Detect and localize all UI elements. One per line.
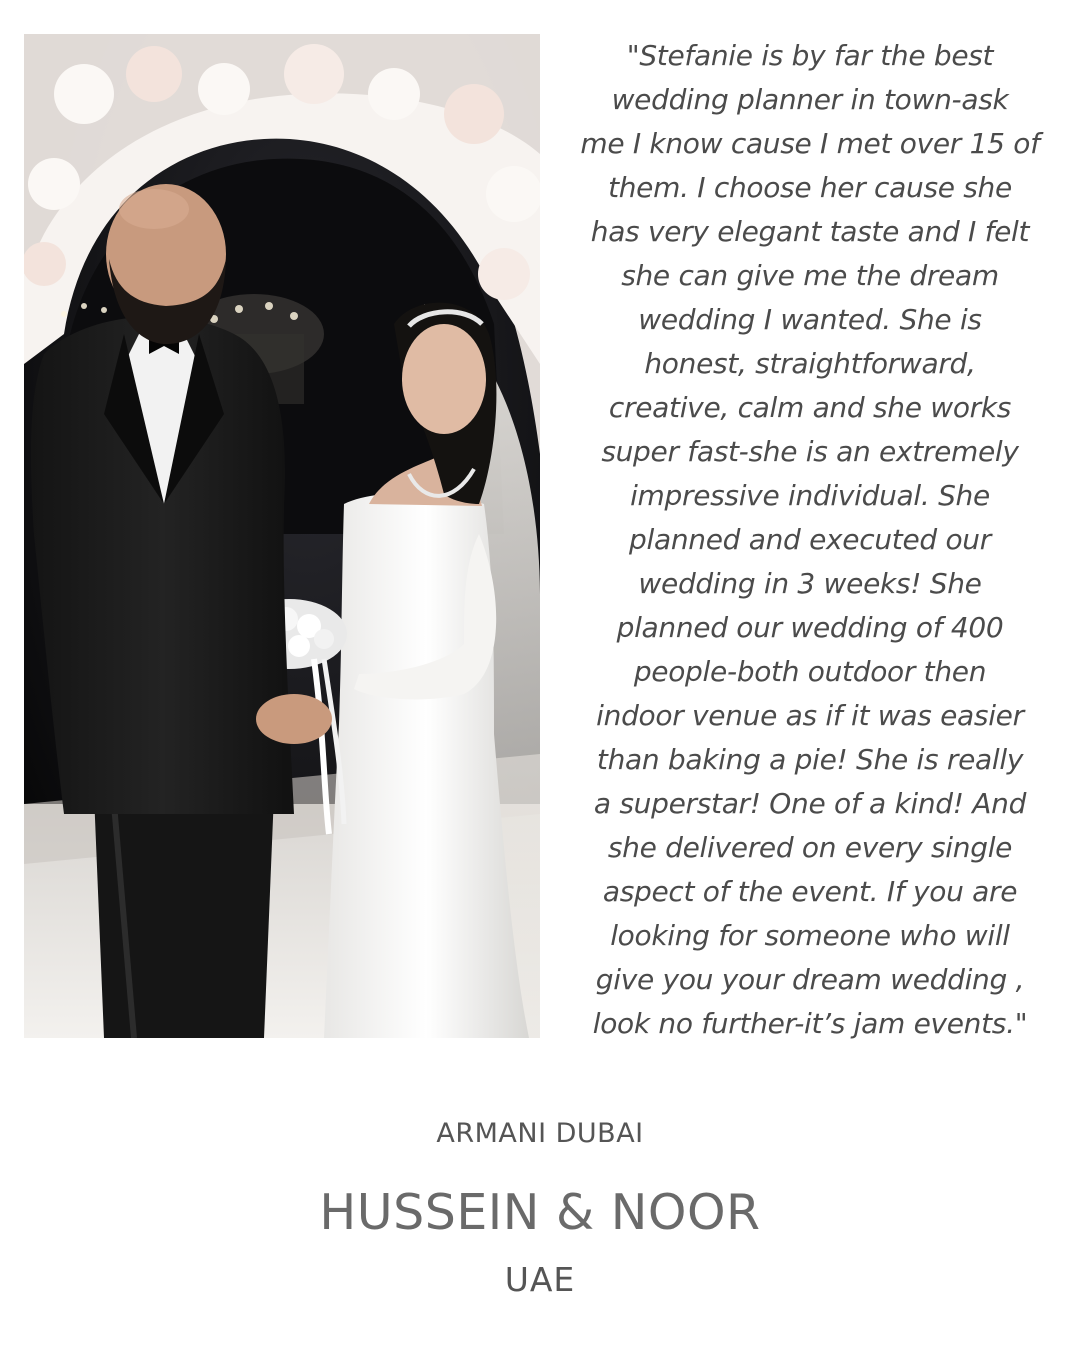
quote-line: planned and executed our: [629, 523, 991, 556]
couple-photo: [24, 34, 540, 1038]
quote-line: me I know cause I met over 15 of: [580, 127, 1040, 160]
quote-line: wedding planner in town-ask: [611, 83, 1009, 116]
quote-line: give you your dream wedding ,: [595, 963, 1025, 996]
quote-line: impressive individual. She: [630, 479, 990, 512]
quote-line: creative, calm and she works: [608, 391, 1012, 424]
quote-line: people-both outdoor then: [633, 655, 987, 688]
testimonial-quote: [552, 34, 1068, 1046]
quote-line: wedding I wanted. She is: [638, 303, 982, 336]
quote-line: she delivered on every single: [607, 831, 1013, 864]
country-label: UAE: [504, 1260, 576, 1299]
quote-line: indoor venue as if it was easier: [596, 699, 1024, 732]
quote-line: them. I choose her cause she: [608, 171, 1012, 204]
quote-line: super fast-she is an extremely: [601, 435, 1019, 468]
quote-line: look no further-it’s jam events.": [592, 1007, 1028, 1040]
quote-line: "Stefanie is by far the best: [626, 39, 994, 72]
quote-line: planned our wedding of 400: [616, 611, 1004, 644]
couple-names: HUSSEIN & NOOR: [319, 1184, 761, 1241]
quote-line: than baking a pie! She is really: [596, 743, 1024, 776]
quote-line: honest, straightforward,: [644, 347, 976, 380]
quote-line: looking for someone who will: [610, 919, 1010, 952]
quote-line: she can give me the dream: [621, 259, 999, 292]
venue-label: ARMANI DUBAI: [436, 1118, 644, 1149]
quote-line: has very elegant taste and I felt: [590, 215, 1030, 248]
quote-line: aspect of the event. If you are: [602, 875, 1018, 908]
quote-line: a superstar! One of a kind! And: [593, 787, 1027, 820]
quote-line: wedding in 3 weeks! She: [638, 567, 982, 600]
